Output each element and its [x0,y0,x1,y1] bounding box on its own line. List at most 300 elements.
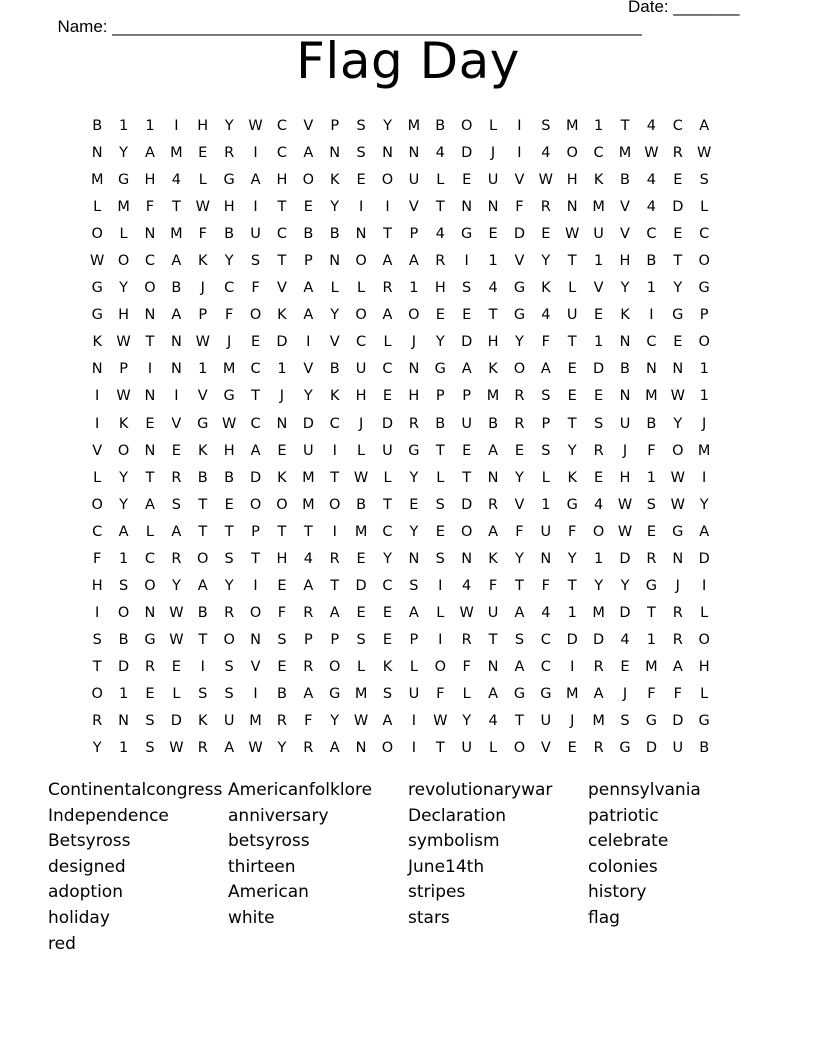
grid-letter: F [541,334,550,351]
grid-letter: D [118,658,130,675]
grid-letter: I [253,199,258,216]
grid-letter: 4 [594,496,604,513]
grid-letter: V [514,496,525,513]
grid-letter: Y [119,280,129,297]
grid-letter: N [144,442,156,459]
grid-letter: N [408,145,420,162]
grid-letter: T [515,713,524,730]
grid-letter: E [250,334,261,351]
grid-letter: R [593,442,604,459]
grid-letter: M [170,226,183,243]
grid-letter: K [329,388,340,405]
grid-letter: E [462,442,472,459]
grid-letter: N [329,145,341,162]
grid-letter: S [462,280,472,297]
grid-letter: L [357,658,366,675]
grid-letter: C [540,658,551,675]
grid-letter: M [618,145,632,162]
grid-letter: A [593,685,604,702]
grid-letter: R [303,658,314,675]
grid-letter: C [646,226,657,243]
grid-letter: T [567,577,577,594]
grid-letter: Y [303,388,313,405]
grid-letter: H [223,442,235,459]
word-bank-item: anniversary [228,805,329,826]
grid-letter: R [435,253,446,270]
grid-letter: N [355,226,367,243]
grid-letter: P [409,631,419,648]
grid-letter: C [144,550,156,567]
grid-letter: 1 [277,361,287,378]
grid-letter: A [171,253,182,270]
grid-letter: A [250,442,261,459]
grid-letter: Y [515,469,524,486]
grid-letter: E [356,604,366,621]
grid-letter: C [144,253,156,270]
grid-letter: T [673,253,683,270]
grid-letter: E [594,388,604,405]
grid-letter: 1 [646,631,657,648]
grid-letter: N [276,415,288,432]
grid-letter: A [303,280,314,297]
grid-letter: Y [330,199,340,216]
grid-letter: A [514,604,525,621]
grid-letter: L [409,658,418,675]
word-bank [48,778,768,957]
grid-letter: I [332,523,337,540]
grid-letter: P [303,631,313,648]
grid-letter: E [409,496,419,513]
grid-letter: Y [673,280,683,297]
grid-letter: E [224,496,234,513]
grid-letter: O [513,361,526,378]
grid-letter: N [144,388,156,405]
grid-letter: P [198,307,208,324]
grid-letter: R [593,740,604,757]
grid-letter: I [306,334,311,351]
grid-letter: T [435,442,445,459]
grid-letter: F [541,577,550,594]
grid-letter: M [565,118,579,134]
word-bank-item: history [588,882,647,903]
grid-letter: M [407,118,421,134]
grid-letter: L [198,172,207,189]
grid-letter: S [541,388,551,405]
grid-letter: R [514,415,525,432]
grid-letter: H [144,172,156,189]
grid-letter: 4 [541,307,551,324]
grid-letter: S [435,496,445,513]
grid-letter: Y [620,577,630,594]
grid-letter: T [251,550,260,567]
grid-letter: L [700,199,709,216]
grid-letter: Y [515,550,524,567]
grid-letter: L [541,469,550,486]
grid-letter: Y [620,280,630,297]
grid-letter: O [249,307,262,324]
grid-letter: 1 [118,740,129,757]
grid-letter: B [92,118,103,134]
grid-letter: U [250,226,261,243]
grid-letter: W [353,469,369,486]
word-bank-item: adoption [48,882,123,903]
grid-letter: D [276,334,288,351]
grid-letter: E [514,442,525,459]
grid-letter: Y [435,334,445,351]
grid-letter: L [462,685,471,702]
grid-letter: H [91,577,103,594]
grid-letter: K [277,469,287,486]
word-bank-item: pennsylvania [588,780,701,800]
grid-letter: J [227,334,232,351]
grid-letter: O [434,658,446,675]
grid-letter: S [118,577,129,594]
grid-letter: A [488,685,499,702]
grid-letter: G [513,685,526,702]
date-field[interactable]: Date: _______ [628,0,740,16]
grid-letter: 1 [118,550,129,567]
grid-letter: 4 [303,550,313,567]
grid-letter: I [147,361,153,378]
grid-letter: D [513,226,526,243]
grid-letter: S [620,713,630,730]
grid-letter: M [645,658,658,675]
grid-letter: M [592,713,605,730]
grid-letter: O [698,334,710,351]
grid-letter: O [117,253,130,270]
name-field[interactable]: Name: ________________________________________________________ [57,17,642,36]
grid-letter: O [381,740,394,757]
grid-letter: 1 [567,604,577,621]
grid-letter: N [144,226,156,243]
grid-letter: Y [92,740,102,757]
grid-letter: N [250,631,261,648]
grid-letter: L [436,469,445,486]
grid-letter: H [355,388,367,405]
grid-letter: L [489,740,498,757]
grid-letter: F [647,685,656,702]
grid-letter: Y [224,118,234,134]
grid-letter: D [593,361,605,378]
grid-letter: T [383,226,392,243]
grid-letter: 1 [488,253,498,270]
grid-letter: D [381,415,394,432]
grid-letter: M [697,442,711,459]
grid-letter: T [251,388,260,405]
grid-letter: B [171,280,182,297]
grid-letter: J [490,145,496,162]
grid-letter: K [198,253,208,270]
grid-letter: U [566,307,578,324]
word-bank-item: colonies [588,856,658,877]
grid-letter: I [570,658,575,675]
grid-letter: G [645,713,658,730]
grid-letter: A [171,307,182,324]
grid-letter: I [332,442,337,459]
grid-letter: B [224,226,235,243]
grid-letter: O [117,442,130,459]
grid-letter: N [619,334,631,351]
grid-letter: V [276,280,287,297]
grid-letter: S [277,631,287,648]
grid-letter: U [461,415,472,432]
grid-letter: N [672,361,684,378]
grid-letter: T [435,740,445,757]
grid-letter: D [461,496,473,513]
grid-letter: B [329,226,340,243]
grid-letter: V [620,226,630,243]
grid-letter: G [698,280,710,297]
grid-letter: R [672,145,683,162]
grid-letter: O [381,172,394,189]
grid-letter: W [248,118,263,134]
grid-letter: M [222,361,236,378]
grid-letter: W [617,523,633,540]
grid-letter: V [92,442,103,459]
grid-letter: S [409,577,419,594]
grid-letter: N [619,388,631,405]
grid-letter: S [541,442,551,459]
grid-letter: P [330,631,340,648]
grid-letter: O [698,631,710,648]
grid-letter: G [197,415,209,432]
grid-letter: O [329,658,341,675]
grid-letter: M [249,713,262,730]
grid-letter: E [382,604,393,621]
grid-letter: O [329,496,341,513]
grid-letter: S [382,685,393,702]
grid-letter: U [619,415,631,432]
grid-letter: F [568,523,577,540]
grid-letter: N [566,199,578,216]
grid-letter: K [620,307,630,324]
grid-letter: W [248,740,263,757]
grid-letter: T [435,199,445,216]
grid-letter: 1 [594,253,604,270]
grid-letter: A [303,577,314,594]
grid-letter: K [329,172,340,189]
grid-letter: I [253,145,258,162]
grid-letter: F [93,550,102,567]
grid-letter: S [224,550,234,567]
grid-letter: R [276,713,287,730]
grid-letter: L [357,442,366,459]
grid-letter: E [382,388,393,405]
grid-letter: B [435,415,446,432]
grid-letter: W [195,334,210,351]
grid-letter: Y [409,523,419,540]
grid-letter: B [620,172,630,189]
grid-letter: O [91,496,103,513]
grid-letter: E [145,415,155,432]
word-bank-item: Independence [48,805,169,826]
grid-letter: E [356,550,366,567]
grid-letter: E [462,307,472,324]
grid-letter: N [461,199,473,216]
grid-letter: Y [409,469,419,486]
grid-letter: K [488,550,498,567]
grid-letter: L [330,280,339,297]
grid-letter: O [223,631,235,648]
grid-letter: I [702,577,707,594]
grid-letter: R [303,604,314,621]
grid-letter: U [487,604,499,621]
grid-letter: 4 [541,604,551,621]
grid-letter: E [673,334,683,351]
grid-letter: T [224,523,234,540]
grid-letter: N [382,145,393,162]
grid-letter: K [92,334,102,351]
grid-letter: D [461,334,473,351]
grid-letter: A [250,172,261,189]
grid-letter: S [250,253,261,270]
grid-letter: I [517,118,522,134]
grid-letter: M [565,685,579,702]
grid-letter: O [672,442,684,459]
grid-letter: H [619,253,631,270]
grid-letter: 4 [488,713,498,730]
grid-letter: A [408,604,419,621]
grid-letter: N [144,307,156,324]
grid-letter: S [356,631,366,648]
grid-letter: L [436,172,445,189]
grid-letter: U [303,442,314,459]
grid-letter: O [249,604,262,621]
grid-letter: N [461,550,473,567]
grid-letter: E [171,658,181,675]
grid-letter: E [567,388,577,405]
grid-letter: T [330,469,340,486]
grid-letter: E [171,442,181,459]
grid-letter: P [251,523,260,540]
grid-letter: C [356,334,367,351]
grid-letter: C [540,631,551,648]
grid-letter: R [171,550,182,567]
grid-letter: U [540,713,552,730]
word-bank-item: flag [588,907,620,928]
grid-letter: I [95,604,100,621]
grid-letter: 4 [462,577,472,594]
grid-letter: T [145,334,155,351]
grid-letter: N [408,550,420,567]
grid-letter: E [277,658,287,675]
word-bank-item: stars [408,907,450,928]
grid-letter: E [435,307,445,324]
grid-letter: 1 [699,361,709,378]
grid-letter: N [170,334,182,351]
grid-letter: H [408,388,420,405]
grid-letter: B [356,496,367,513]
grid-letter: L [119,226,128,243]
grid-letter: 4 [435,226,445,243]
word-bank-item: holiday [48,907,110,928]
grid-letter: U [355,361,367,378]
word-bank-item: Continentalcongress [48,780,223,800]
grid-letter: T [567,415,577,432]
grid-letter: Y [330,307,340,324]
grid-letter: R [672,604,683,621]
grid-letter: F [515,199,524,216]
grid-letter: H [698,658,710,675]
grid-letter: I [464,253,469,270]
grid-letter: E [673,172,683,189]
grid-letter: Y [119,145,129,162]
grid-letter: C [276,118,287,134]
grid-letter: 1 [118,685,129,702]
grid-letter: G [434,361,446,378]
grid-letter: N [487,469,499,486]
grid-letter: S [699,172,709,189]
grid-letter: E [277,577,287,594]
grid-letter: H [619,469,631,486]
grid-letter: L [489,118,498,134]
grid-letter: H [276,172,288,189]
grid-letter: K [488,361,498,378]
grid-letter: C [646,334,657,351]
grid-letter: E [277,442,287,459]
word-bank-item: Americanfolklore [228,780,373,800]
grid-letter: E [145,685,155,702]
grid-letter: N [355,740,367,757]
grid-letter: K [198,442,208,459]
grid-letter: D [645,740,657,757]
grid-letter: H [223,199,235,216]
grid-letter: F [198,226,207,243]
grid-letter: B [197,469,208,486]
grid-letter: I [411,713,417,730]
grid-letter: O [144,577,156,594]
grid-letter: T [488,631,498,648]
grid-letter: C [382,523,393,540]
grid-letter: W [670,469,685,486]
grid-letter: Y [171,577,181,594]
grid-letter: R [461,631,472,648]
grid-letter: Y [224,253,234,270]
grid-letter: U [408,685,420,702]
grid-letter: Y [462,713,472,730]
grid-letter: A [461,361,472,378]
grid-letter: M [302,469,315,486]
grid-letter: A [145,496,155,513]
grid-letter: R [646,550,657,567]
word-bank-item: American [228,882,309,903]
grid-letter: I [95,388,100,405]
grid-letter: Y [224,577,234,594]
grid-letter: R [144,658,156,675]
grid-letter: H [197,118,209,134]
grid-letter: R [171,469,182,486]
grid-letter: U [461,740,472,757]
grid-letter: M [486,388,500,405]
grid-letter: N [487,658,499,675]
grid-letter: K [277,307,287,324]
word-bank-item: June14th [408,856,485,877]
grid-letter: S [646,496,656,513]
grid-letter: Y [594,577,604,594]
grid-letter: V [197,388,208,405]
grid-letter: J [702,415,707,432]
grid-letter: H [276,550,288,567]
grid-letter: R [329,550,340,567]
grid-letter: T [515,577,524,594]
grid-letter: G [223,172,235,189]
grid-letter: J [200,280,205,297]
grid-letter: G [117,172,130,189]
grid-letter: A [540,361,551,378]
grid-letter: L [383,334,392,351]
grid-letter: I [358,199,364,216]
grid-letter: A [408,253,419,270]
